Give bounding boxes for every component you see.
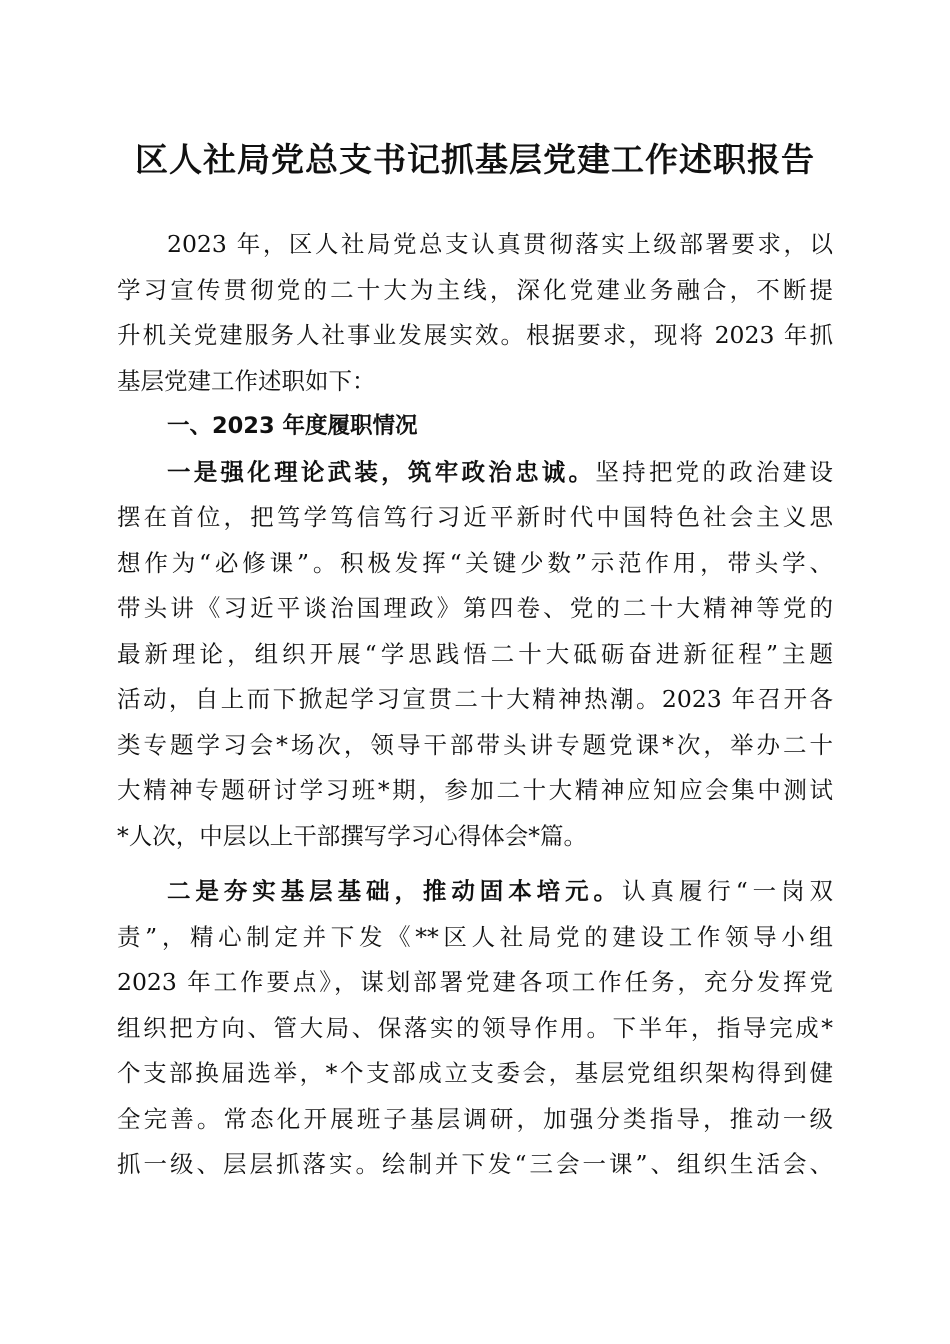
paragraph-first-line — [117, 450, 833, 496]
text-line: 抓一级、层层抓落实。绘制并下发“三会一课”、组织生活会、 — [117, 1150, 833, 1178]
text-line: 最新理论，组织开展“学思践悟二十大砥砺奋进新征程”主题 — [117, 639, 833, 668]
section-heading: 一、2023 年度履职情况 — [167, 413, 418, 439]
paragraph-lead: 二是夯实基层基础，推动固本培元。 — [167, 877, 622, 905]
text-line: 摆在首位，把笃学笃信笃行习近平新时代中国特色社会主义思 — [117, 503, 833, 531]
text-line: 个支部换届选举，*个支部成立支委会，基层党组织架构得到健 — [117, 1059, 833, 1087]
text-line: 带头讲《习近平谈治国理政》第四卷、党的二十大精神等党的 — [117, 594, 833, 622]
paragraph-first-line — [117, 869, 833, 915]
text-line: 升机关党建服务人社事业发展实效。根据要求，现将 2023 年抓 — [117, 321, 833, 349]
text-line: 类专题学习会*场次，领导干部带头讲专题党课*次，举办二十 — [117, 730, 833, 759]
text-line: 基层党建工作述职如下： — [117, 366, 376, 395]
page-title: 区人社局党总支书记抓基层党建工作述职报告 — [135, 140, 815, 179]
text-line: 组织把方向、管大局、保落实的领导作用。下半年，指导完成* — [117, 1013, 833, 1042]
document-body — [117, 222, 833, 1188]
text-line: 全完善。常态化开展班子基层调研，加强分类指导，推动一级 — [117, 1104, 833, 1133]
text-line: 责”，精心制定并下发《**区人社局党的建设工作领导小组 — [117, 922, 833, 951]
intro-paragraph — [117, 222, 833, 404]
paragraph-foundation — [117, 869, 833, 1188]
text-line: 想作为“必修课”。积极发挥“关键少数”示范作用，带头学、 — [117, 548, 833, 577]
text-line: 学习宣传贯彻党的二十大为主线，深化党建业务融合，不断提 — [117, 275, 833, 304]
text-line: 大精神专题研讨学习班*期，参加二十大精神应知应会集中测试 — [117, 776, 833, 804]
text-line: 2023 年，区人社局党总支认真贯彻落实上级部署要求，以 — [167, 230, 833, 258]
paragraph-spacer — [117, 859, 833, 869]
paragraph-text: 坚持把党的政治建设 — [595, 457, 834, 486]
text-line: *人次，中层以上干部撰写学习心得体会*篇。 — [117, 821, 587, 850]
paragraph-theory — [117, 450, 833, 860]
paragraph-text: 认真履行“一岗双 — [621, 877, 834, 905]
text-line: 2023 年工作要点》，谋划部署党建各项工作任务，充分发挥党 — [117, 968, 833, 996]
text-line: 活动，自上而下掀起学习宣贯二十大精神热潮。2023 年召开各 — [117, 685, 833, 713]
paragraph-lead: 一是强化理论武装，筑牢政治忠诚。 — [167, 457, 596, 486]
